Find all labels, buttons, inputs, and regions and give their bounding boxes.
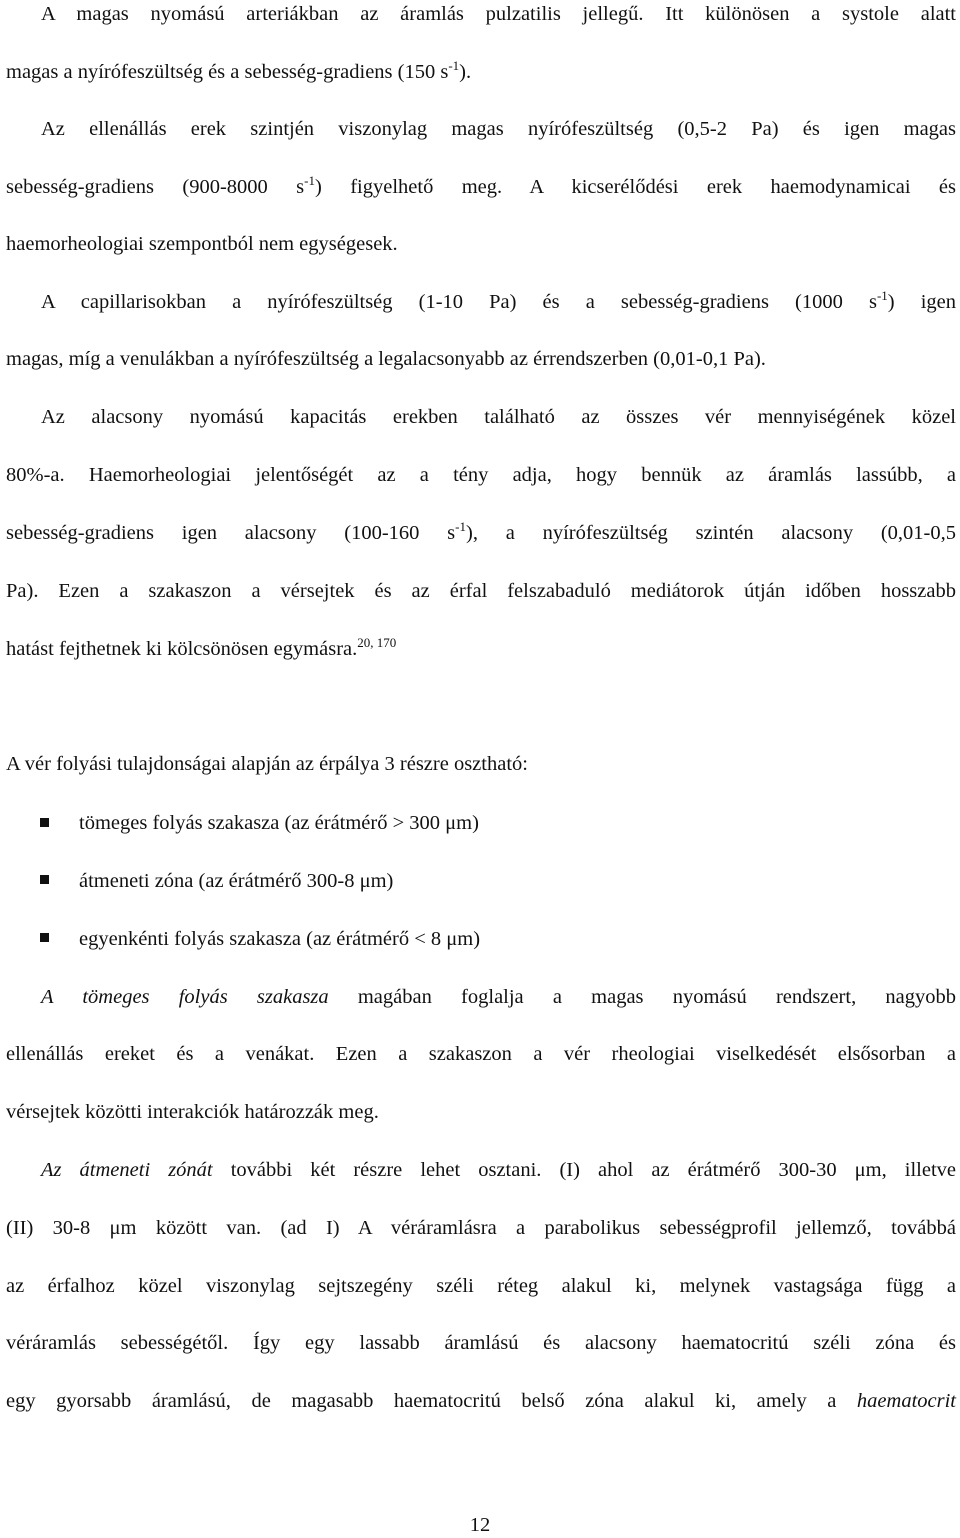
paragraph-7-line-1: Az átmeneti zónát további két részre lehet osztani. (I) ahol az érátmérő 300-30 μm, illetve <box>41 1159 956 1181</box>
paragraph-7-line-5: egy gyorsabb áramlású, de magasabb haematocritú belső zóna alakul ki, amely a haematocrit <box>6 1390 956 1412</box>
square-bullet-icon <box>40 818 49 827</box>
paragraph-6-line-1: A tömeges folyás szakasza magában foglalja a magas nyomású rendszert, nagyobb <box>41 986 956 1008</box>
superscript: -1 <box>448 58 460 73</box>
square-bullet-icon <box>40 933 49 942</box>
paragraph-6-line-2: ellenállás ereket és a venákat. Ezen a szakaszon a vér rheologiai viselkedését elsősorban a <box>6 1043 956 1065</box>
paragraph-5-line-1: A vér folyási tulajdonságai alapján az érpálya 3 részre osztható: <box>6 753 528 775</box>
italic-term: haematocrit <box>856 1390 956 1412</box>
italic-term: Az átmeneti zónát <box>41 1159 213 1181</box>
citation-superscript: 20, 170 <box>357 635 397 650</box>
paragraph-4-line-5: hatást fejthetnek ki kölcsönösen egymásra.$^{20, 170}$ <box>6 635 397 660</box>
paragraph-3-line-1: A capillarisokban a nyírófeszültség (1-10 Pa) és a sebesség-gradiens (1000 $s^{-1}$) igen <box>41 288 956 313</box>
paragraph-3-line-2: magas, míg a venulákban a nyírófeszültség a legalacsonyabb az érrendszerben (0,01-0,1 Pa). <box>6 348 766 370</box>
paragraph-1-line-2: magas a nyírófeszültség és a sebesség-gradiens (150 $s^{-1}$). <box>6 58 472 83</box>
paragraph-1-line-1: A magas nyomású arteriákban az áramlás pulzatilis jellegű. Itt különösen a systole alatt <box>41 3 956 25</box>
bullet-item-3: egyenkénti folyás szakasza (az érátmérő < 8 μm) <box>79 928 481 950</box>
square-bullet-icon <box>40 875 49 884</box>
paragraph-4-line-1: Az alacsony nyomású kapacitás erekben található az összes vér mennyiségének közel <box>41 406 956 428</box>
paragraph-2-line-1: Az ellenállás erek szintjén viszonylag magas nyírófeszültség (0,5-2 Pa) és igen magas <box>41 118 956 140</box>
bullet-item-2: átmeneti zóna (az érátmérő 300-8 μm) <box>79 870 394 892</box>
paragraph-7-line-4: véráramlás sebességétől. Így egy lassabb áramlású és alacsony haematocritú széli zóna és <box>6 1332 956 1354</box>
bullet-item-1: tömeges folyás szakasza (az érátmérő > 300 μm) <box>79 812 479 834</box>
paragraph-2-line-2: sebesség-gradiens (900-8000 $s^{-1}$) figyelhető meg. A kicserélődési erek haemodynamicai és <box>6 173 957 198</box>
paragraph-4-line-2: 80%-a. Haemorheologiai jelentőségét az a tény adja, hogy bennük az áramlás lassúbb, a <box>6 464 956 486</box>
page-number: 12 <box>469 1514 491 1536</box>
paragraph-2-line-3: haemorheologiai szempontból nem egységesek. <box>6 233 398 255</box>
paragraph-4-line-3: sebesség-gradiens igen alacsony (100-160 $s^{-1}$), a nyírófeszültség szintén alacsony (0,01-0,5 <box>6 519 957 544</box>
superscript: -1 <box>876 288 888 303</box>
paragraph-4-line-4: Pa). Ezen a szakaszon a vérsejtek és az érfal felszabaduló mediátorok útján időben hosszabb <box>6 580 956 602</box>
paragraph-7-line-3: az érfalhoz közel viszonylag sejtszegény széli réteg alakul ki, melynek vastagsága függ a <box>6 1275 956 1297</box>
italic-term: A tömeges folyás szakasza <box>41 986 329 1008</box>
superscript: -1 <box>455 519 467 534</box>
paragraph-6-line-3: vérsejtek közötti interakciók határozzák meg. <box>6 1101 379 1123</box>
paragraph-7-line-2: (II) 30-8 μm között van. (ad I) A véráramlásra a parabolikus sebességprofil jellemző, továbbá <box>6 1217 956 1239</box>
superscript: -1 <box>304 173 316 188</box>
